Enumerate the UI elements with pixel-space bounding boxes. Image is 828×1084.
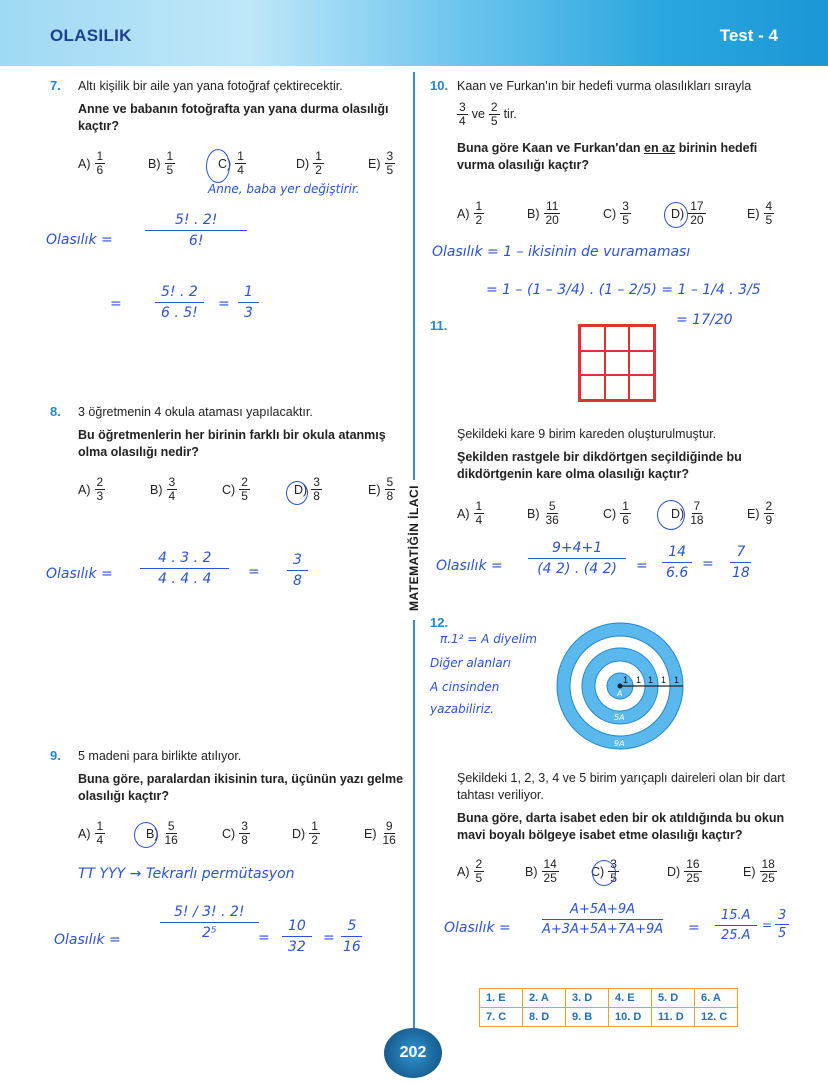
area-label: 5A (614, 713, 625, 722)
option-a[interactable] (78, 150, 105, 177)
handwritten-label: Olasılık = (46, 232, 113, 248)
option-fraction: $\frac{1}{2}$ (475, 199, 483, 227)
option-fraction: $\frac{9}{16}$ (382, 819, 396, 847)
handwritten-eq: = (636, 558, 648, 574)
answer-row (480, 989, 738, 1008)
option-a[interactable] (457, 200, 484, 227)
option-letter: C) (222, 826, 236, 841)
handwritten-eq: = (688, 920, 700, 936)
answer-circle (286, 481, 308, 505)
handwritten-note: Diğer alanları (430, 656, 511, 670)
option-fraction: $\frac{17}{20}$ (690, 199, 704, 227)
handwritten-fraction: $\frac{9+4+1}{(4 2) . (4 2)}$ (528, 540, 626, 577)
answer-cell: 10. D (609, 1008, 652, 1027)
section-title: OLASILIK (50, 26, 132, 45)
option-letter: E) (368, 482, 381, 497)
option-fraction: $\frac{4}{5}$ (765, 199, 773, 227)
handwritten-note: π.1² = A diyelim (440, 632, 537, 646)
question-prompt: Şekilden rastgele bir dikdörtgen seçildiğinde bu dikdörtgenin kare olma olasılığı kaçtır? (457, 450, 742, 481)
answer-cell: 3. D (566, 989, 609, 1008)
handwritten-eq: = (323, 930, 335, 946)
option-fraction: $\frac{7}{18}$ (690, 499, 704, 527)
question-7 (78, 78, 408, 135)
option-b[interactable] (525, 858, 559, 885)
option-fraction: $\frac{3}{8}$ (241, 819, 248, 847)
answer-circle (206, 149, 230, 183)
option-b[interactable] (527, 200, 561, 227)
dart-board (548, 622, 690, 752)
handwritten-fraction: $\frac{10}{32}$ (282, 918, 312, 955)
option-c[interactable] (222, 476, 250, 503)
option-e[interactable] (368, 150, 395, 177)
tick-label: 1 (623, 675, 629, 685)
option-a[interactable] (78, 820, 105, 847)
option-fraction: $\frac{1}{2}$ (315, 149, 322, 177)
option-fraction: $\frac{18}{25}$ (761, 857, 775, 885)
option-letter: B) (150, 482, 163, 497)
option-letter: A) (457, 864, 470, 879)
option-fraction: $\frac{1}{4}$ (475, 499, 483, 527)
option-letter: C) (218, 156, 232, 171)
option-fraction: $\frac{14}{25}$ (543, 857, 557, 885)
answer-circle (664, 202, 688, 228)
question-8 (78, 404, 408, 461)
option-fraction: $\frac{16}{25}$ (686, 857, 700, 885)
handwritten-fraction: $\frac{4 . 3 . 2}{4 . 4 . 4}$ (140, 550, 229, 587)
option-letter: E) (747, 206, 760, 221)
option-fraction: $\frac{1}{6}$ (96, 149, 104, 177)
option-fraction: $\frac{1}{6}$ (622, 499, 629, 527)
option-b[interactable] (527, 500, 561, 527)
question-11 (457, 426, 787, 483)
option-fraction: $\frac{1}{2}$ (311, 819, 318, 847)
option-fraction: $\frac{3}{5}$ (622, 199, 629, 227)
question-prompt: Buna göre, darta isabet eden bir ok atıldığında bu okun mavi boyalı bölgeye isabet etme olasılığı kaçtır? (457, 811, 785, 842)
handwritten-line: = 1 – (1 – 3/4) . (1 – 2/5) = 1 – 1/4 . 3/5 (486, 282, 761, 298)
option-b[interactable] (148, 150, 175, 177)
option-letter: D) (671, 506, 685, 521)
option-letter: A) (78, 482, 91, 497)
option-letter: D) (292, 826, 306, 841)
question-text: Kaan ve Furkan'ın bir hedefi vurma olasılıkları sırayla (457, 79, 752, 93)
option-fraction: $\frac{5}{8}$ (386, 475, 394, 503)
option-e[interactable] (364, 820, 398, 847)
option-d[interactable] (292, 820, 320, 847)
option-fraction: $\frac{5}{16}$ (164, 819, 178, 847)
test-label: Test - 4 (719, 26, 778, 45)
side-brand: MATEMATİĞİN İLACI (407, 484, 421, 612)
answer-circle (592, 860, 616, 886)
option-letter: C) (603, 206, 617, 221)
handwritten-eq: = (110, 296, 122, 312)
handwritten-eq: = (702, 556, 714, 572)
option-letter: E) (364, 826, 377, 841)
page-number: 202 (384, 1028, 442, 1078)
option-d[interactable] (296, 150, 324, 177)
tick-label: 1 (674, 675, 680, 685)
answer-row (480, 1008, 738, 1027)
answer-cell: 8. D (523, 1008, 566, 1027)
option-letter: D) (671, 206, 685, 221)
handwritten-eq: = (218, 296, 230, 312)
option-e[interactable] (368, 476, 395, 503)
option-fraction: $\frac{1}{5}$ (166, 149, 174, 177)
option-letter: A) (457, 206, 470, 221)
answer-cell: 7. C (480, 1008, 523, 1027)
answer-cell: 6. A (695, 989, 738, 1008)
area-label: 7A (614, 726, 625, 735)
option-letter: A) (78, 156, 91, 171)
page-header (0, 0, 828, 66)
answer-cell: 5. D (652, 989, 695, 1008)
handwritten-result: $\frac{3}{8}$ (287, 552, 308, 589)
option-fraction: $\frac{2}{5}$ (475, 857, 483, 885)
option-letter: C) (591, 864, 605, 879)
handwritten-label: Olasılık = (444, 920, 511, 936)
option-fraction: $\frac{2}{3}$ (96, 475, 104, 503)
handwritten-eq: = (762, 918, 773, 932)
handwritten-fraction: $\frac{5! / 3! . 2!}{\text{2⁵}}$ (160, 904, 259, 941)
option-fraction: $\frac{3}{5}$ (610, 857, 617, 885)
option-fraction: $\frac{3}{8}$ (313, 475, 320, 503)
option-letter: B) (146, 826, 159, 841)
option-letter: D) (296, 156, 310, 171)
option-b[interactable] (150, 476, 177, 503)
option-fraction: $\frac{2}{9}$ (765, 499, 773, 527)
option-letter: E) (368, 156, 381, 171)
question-prompt: Buna göre Kaan ve Furkan'dan en az birinin hedefi vurma olasılığı kaçtır? (457, 141, 758, 172)
handwritten-line: = 17/20 (676, 312, 733, 328)
handwritten-label: Olasılık = (46, 566, 113, 582)
handwritten-line: Olasılık = 1 – ikisinin de vuramaması (432, 244, 691, 260)
question-12 (457, 770, 787, 844)
option-c[interactable] (222, 820, 250, 847)
question-text: Şekildeki 1, 2, 3, 4 ve 5 birim yarıçaplı daireleri olan bir dart tahtası veriliyor. (457, 771, 785, 802)
handwritten-note: Anne, baba yer değiştirir. (208, 182, 360, 196)
option-letter: B) (525, 864, 538, 879)
option-c[interactable] (603, 200, 631, 227)
handwritten-result: $\frac{3}{5}$ (775, 908, 789, 941)
option-e[interactable] (747, 500, 774, 527)
answer-cell: 2. A (523, 989, 566, 1008)
answer-cell: 12. C (695, 1008, 738, 1027)
question-number: 11. (430, 318, 448, 333)
handwritten-note: A cinsinden (430, 680, 500, 694)
option-letter: C) (222, 482, 236, 497)
option-fraction: $\frac{3}{5}$ (386, 149, 394, 177)
handwritten-fraction: $\frac{5! . 2!}{6!}$ (145, 212, 247, 249)
option-e[interactable] (743, 858, 777, 885)
option-fraction: $\frac{11}{20}$ (545, 199, 559, 227)
handwritten-result: $\frac{1}{3}$ (238, 284, 259, 321)
area-label: A (617, 689, 623, 698)
handwritten-eq: = (258, 930, 270, 946)
option-a[interactable] (457, 858, 484, 885)
handwritten-fraction: $\frac{14}{6.6}$ (660, 544, 694, 581)
option-a[interactable] (457, 500, 484, 527)
option-letter: E) (747, 506, 760, 521)
option-letter: C) (603, 506, 617, 521)
option-letter: B) (527, 506, 540, 521)
option-fraction: $\frac{2}{5}$ (241, 475, 248, 503)
option-e[interactable] (747, 200, 774, 227)
option-fraction: $\frac{1}{4}$ (96, 819, 104, 847)
question-10: Kaan ve Furkan'ın bir hedefi vurma olasılıkları sırayla $\frac{3}{4}$ ve $\frac{2}{5}$ tir. Buna göre Kaan ve Furkan'dan en az birinin hedefi vurma olasılığı kaçtır? (457, 78, 787, 174)
question-number: 12. (430, 615, 449, 630)
handwritten-result: $\frac{7}{18}$ (732, 544, 750, 581)
option-letter: B) (527, 206, 540, 221)
option-fraction: $\frac{1}{4}$ (237, 149, 244, 177)
question-number: 7. (50, 78, 61, 93)
option-letter: E) (743, 864, 756, 879)
handwritten-label: Olasılık = (436, 558, 503, 574)
answer-key (479, 988, 738, 1027)
question-number: 9. (50, 748, 61, 763)
handwritten-fraction: $\frac{15.A}{25.A}$ (715, 908, 757, 943)
answer-cell: 4. E (609, 989, 652, 1008)
handwritten-note: yazabiliriz. (430, 702, 495, 716)
option-letter: A) (78, 826, 91, 841)
option-fraction: $\frac{3}{4}$ (168, 475, 176, 503)
question-9 (78, 748, 408, 805)
question-text: Şekildeki kare 9 birim kareden oluşturulmuştur. (457, 427, 717, 441)
answer-cell: 9. B (566, 1008, 609, 1027)
option-fraction: $\frac{5}{36}$ (545, 499, 559, 527)
option-c[interactable] (603, 500, 631, 527)
question-prompt: Anne ve babanın fotoğrafta yan yana durma olasılığı kaçtır? (78, 102, 389, 133)
answer-cell: 11. D (652, 1008, 695, 1027)
question-number: 8. (50, 404, 61, 419)
option-d[interactable] (667, 858, 702, 885)
option-letter: D) (667, 864, 681, 879)
handwritten-result: $\frac{5}{16}$ (343, 918, 361, 955)
handwritten-eq: = (248, 564, 260, 580)
handwritten-fraction: $\frac{5! . 2}{6 . 5!}$ (155, 284, 204, 321)
unit-square-grid (578, 324, 656, 402)
area-label: 9A (614, 739, 625, 748)
handwritten-note: TT YYY → Tekrarlı permütasyon (78, 866, 295, 882)
area-label: 3A (614, 701, 625, 710)
option-letter: D) (294, 482, 308, 497)
question-prompt: Bu öğretmenlerin her birinin farklı bir okula atanmış olma olasılığı nedir? (78, 428, 386, 459)
answer-cell: 1. E (480, 989, 523, 1008)
tick-label: 1 (661, 675, 667, 685)
question-text: Altı kişilik bir aile yan yana fotoğraf çektirecektir. (78, 79, 343, 93)
question-prompt: Buna göre, paralardan ikisinin tura, üçünün yazı gelme olasılığı kaçtır? (78, 772, 404, 803)
question-text: 5 madeni para birlikte atılıyor. (78, 749, 242, 763)
option-letter: A) (457, 506, 470, 521)
option-a[interactable] (78, 476, 105, 503)
handwritten-fraction: $\frac{A+5A+9A}{A+3A+5A+7A+9A}$ (542, 902, 664, 937)
answer-circle (134, 822, 158, 848)
handwritten-label: Olasılık = (54, 932, 121, 948)
center-point (618, 684, 623, 689)
option-letter: B) (148, 156, 161, 171)
tick-label: 1 (648, 675, 654, 685)
answer-circle (657, 500, 685, 530)
question-number: 10. (430, 78, 449, 93)
question-text: 3 öğretmenin 4 okula ataması yapılacaktır. (78, 405, 313, 419)
tick-label: 1 (636, 675, 642, 685)
